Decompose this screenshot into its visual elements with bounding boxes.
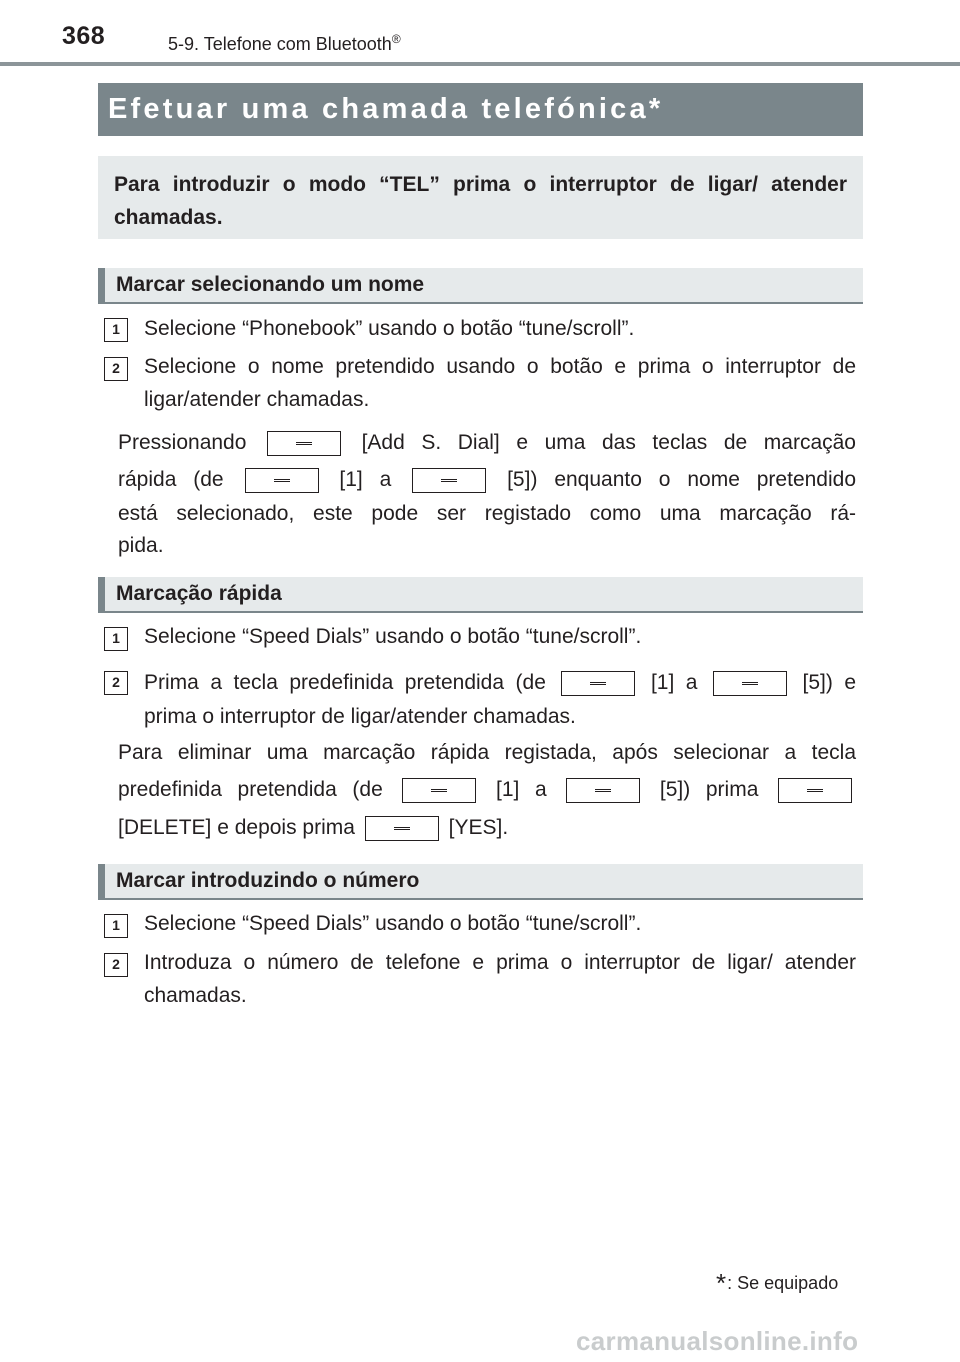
note-line: rápida (de [1] a [5]) enquanto o nome pretendido [118,468,857,491]
note-line: Para eliminar uma marcação rápida registada, após selecionar a tecla [118,741,856,764]
header-rule [0,62,960,66]
phone-key-icon [245,468,319,493]
step-text: Prima a tecla predefinida pretendida (de [1] a [5]) e prima o interruptor de ligar/atender chamadas. [144,671,857,728]
watermark: carmanualsonline.info [576,1326,859,1356]
phone-key-icon [267,431,341,456]
chapter-title [168,32,401,55]
step-number: 1 [104,627,128,651]
chapter-title-text: 5-9. Telefone com Bluetooth [168,34,392,54]
note-line: [DELETE] e depois prima [YES]. [118,816,509,839]
note-line: Pressionando [Add S. Dial] e uma das teclas de marcação [118,431,856,454]
note-line: predefinida pretendida (de [1] a [5]) prima [118,771,856,808]
note-line: está selecionado, este pode ser registado como uma marcação rá- [118,502,856,525]
phone-key-icon [402,778,476,803]
section-heading-speed-dial: Marcação rápida [98,577,863,613]
section-heading-name: Marcar selecionando um nome [98,268,863,304]
step-text: Introduza o número de telefone e prima o interruptor de ligar/ atender chamadas. [144,951,856,1007]
section-heading-number: Marcar introduzindo o número [98,864,863,900]
footnote-text: : Se equipado [727,1273,839,1293]
note-line: pida. [118,534,164,557]
step-text: Selecione “Phonebook” usando o botão “tune/scroll”. [144,317,635,340]
step-number: 2 [104,357,128,381]
phone-key-icon [778,778,852,803]
step-number: 1 [104,318,128,342]
footnote [716,1268,838,1299]
intro-box: Para introduzir o modo “TEL” prima o interruptor de ligar/ atender chamadas. [98,156,863,239]
step-number: 1 [104,914,128,938]
asterisk-icon: * [716,1268,727,1298]
page-number: 368 [62,22,106,50]
step-number: 2 [104,953,128,977]
phone-key-icon [412,468,486,493]
phone-key-icon [365,816,439,841]
step-text: Selecione o nome pretendido usando o botão e prima o interruptor de ligar/atender chamadas. [144,355,856,411]
step-number: 2 [104,671,128,695]
step-text: Selecione “Speed Dials” usando o botão “tune/scroll”. [144,625,642,648]
registered-mark: ® [391,32,401,46]
phone-key-icon [561,671,635,696]
note-paragraph [118,424,856,562]
step-text: Selecione “Speed Dials” usando o botão “tune/scroll”. [144,912,642,935]
note-paragraph [118,734,856,848]
page-title: Efetuar uma chamada telefónica* [98,83,863,136]
phone-key-icon [566,778,640,803]
phone-key-icon [713,671,787,696]
